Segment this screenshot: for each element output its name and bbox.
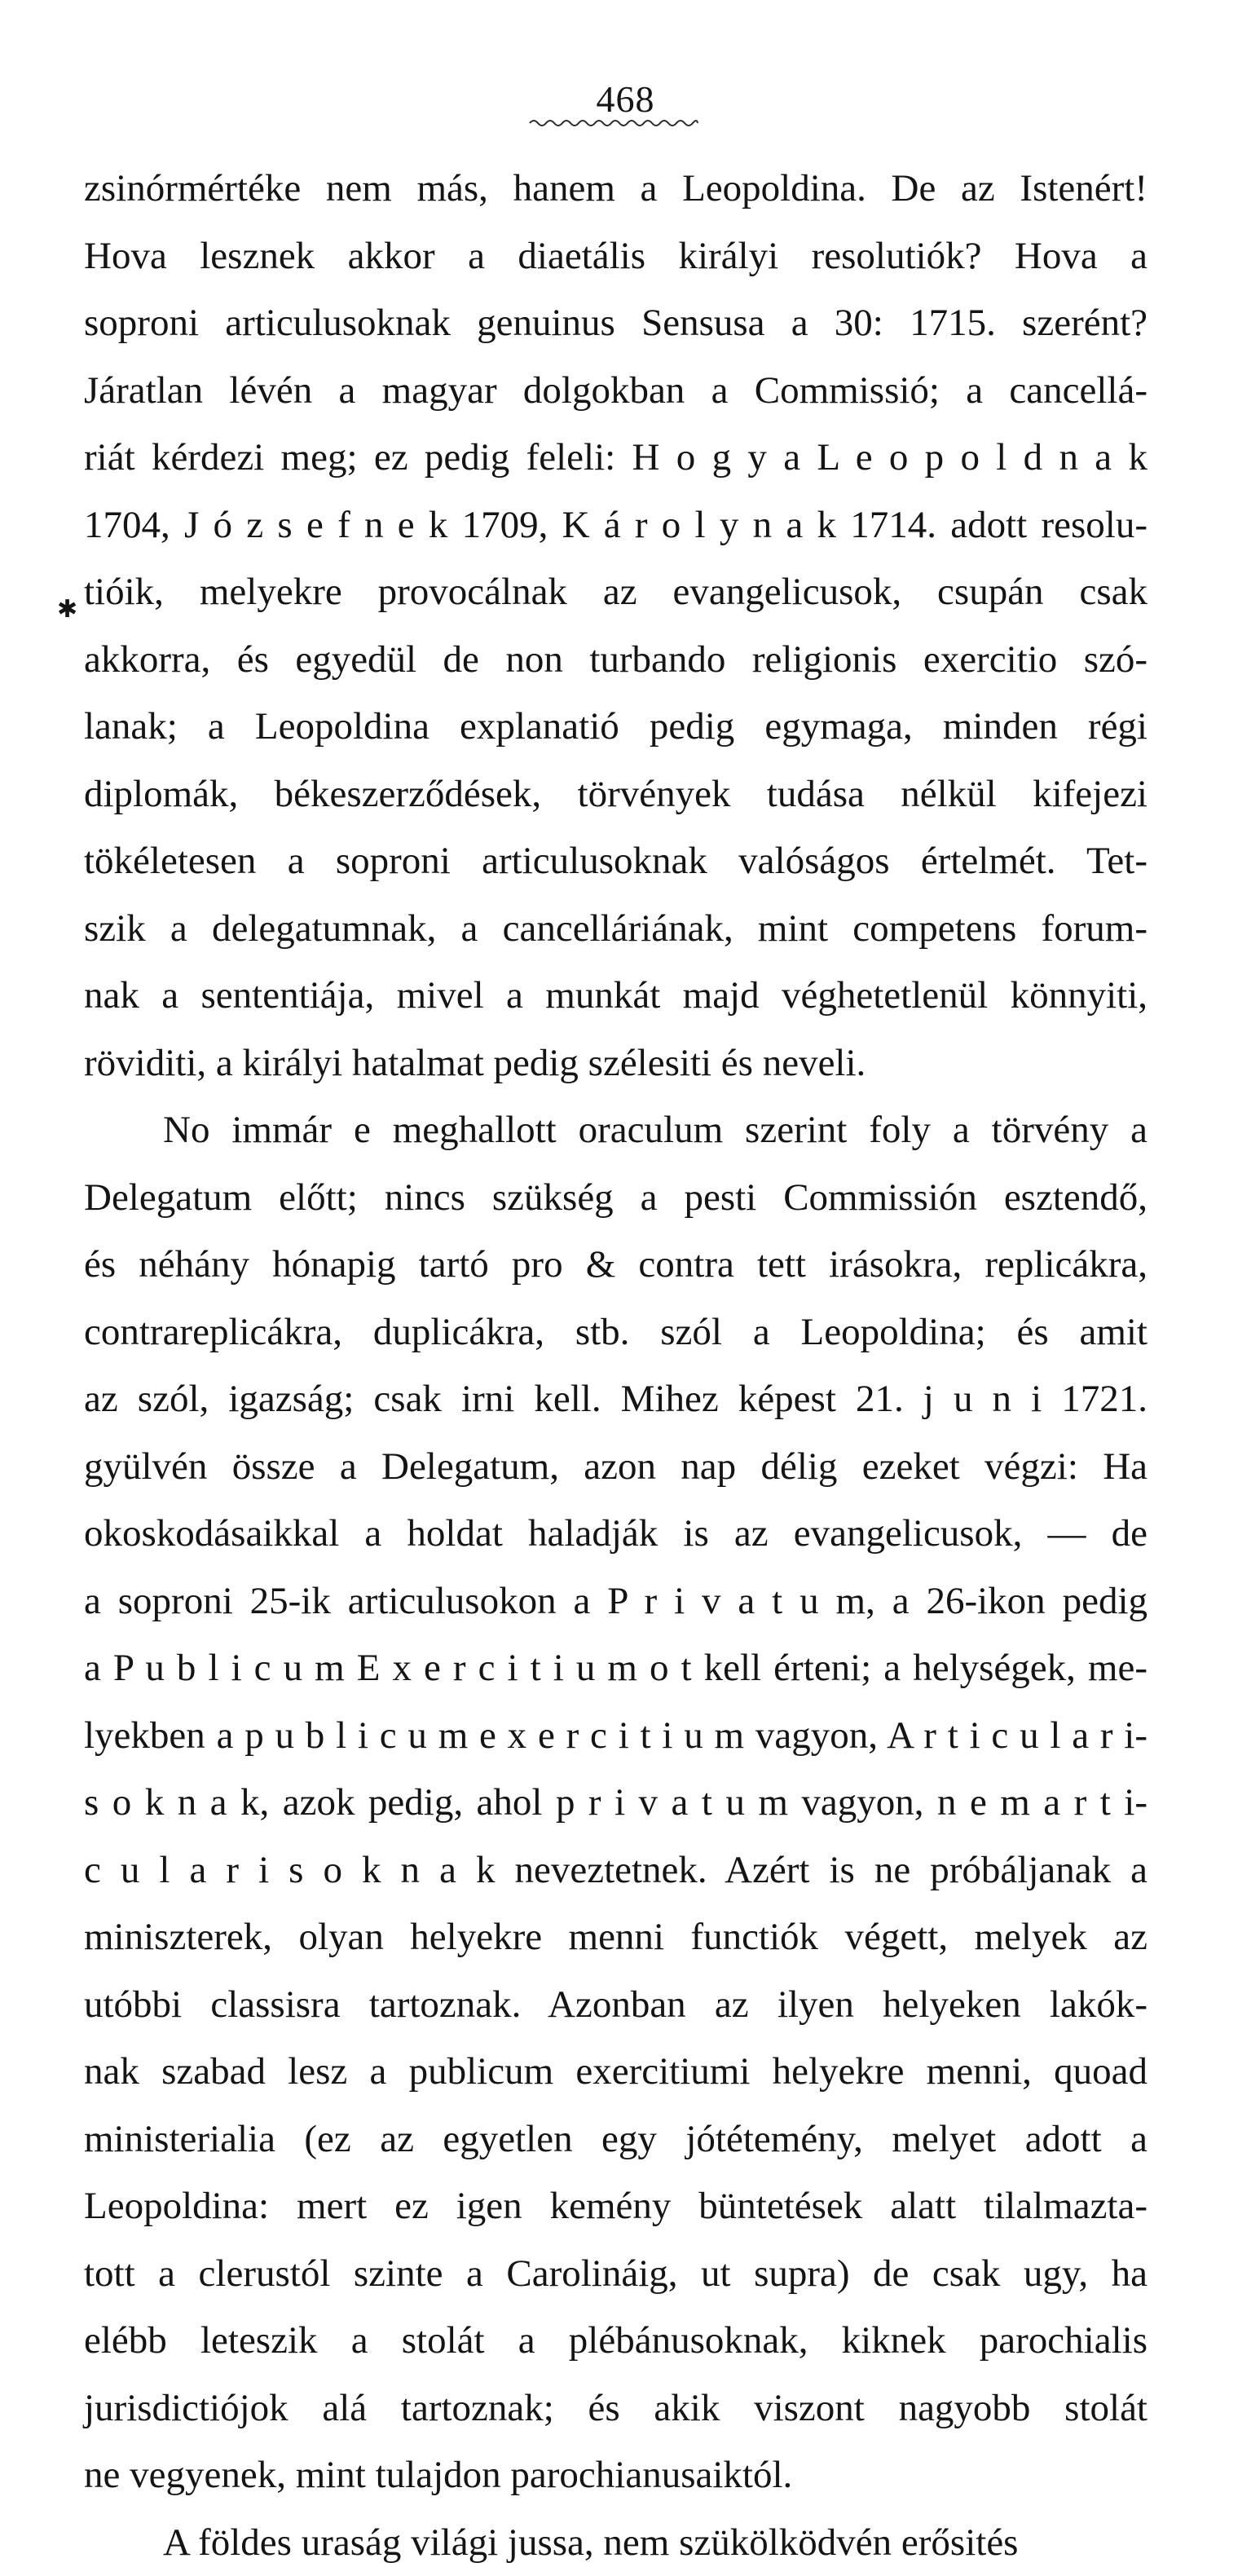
paragraph-end-line: röviditi, a királyi hatalmat pedig szélesiti és neveli.	[84, 1030, 1147, 1097]
text-line: c u l a r i s o k n a k neveztetnek. Azért is ne próbáljanak a	[84, 1837, 1147, 1904]
text-line: az szól, igazság; csak irni kell. Mihez képest 21. j u n i 1721.	[84, 1365, 1147, 1433]
text-line: s o k n a k, azok pedig, ahol p r i v a t u m vagyon, n e m a r t i-	[84, 1769, 1147, 1837]
text-line: nak a sententiája, mivel a munkát majd véghetetlenül könnyiti,	[84, 962, 1147, 1030]
text-line: Hova lesznek akkor a diaetális királyi resolutiók? Hova a	[84, 223, 1147, 290]
text-line: lyekben a p u b l i c u m e x e r c i t i u m vagyon, A r t i c u l a r i-	[84, 1702, 1147, 1770]
body-text	[84, 155, 1147, 2576]
text-line: akkorra, és egyedül de non turbando religionis exercitio szó-	[84, 626, 1147, 694]
text-line: okoskodásaikkal a holdat haladják is az evangelicusok, — de	[84, 1500, 1147, 1568]
text-line: a soproni 25-ik articulusokon a P r i v a t u m, a 26-ikon pedig	[84, 1568, 1147, 1635]
page-number: 468	[0, 75, 1251, 124]
margin-mark-icon: ✱	[57, 598, 77, 622]
text-line: Leopoldina: mert ez igen kemény büntetések alatt tilalmazta-	[84, 2172, 1147, 2240]
text-line: tökéletesen a soproni articulusoknak valóságos értelmét. Tet-	[84, 827, 1147, 895]
text-line: elébb leteszik a stolát a plébánusoknak, kiknek parochialis	[84, 2307, 1147, 2375]
text-line: miniszterek, olyan helyekre menni functiók végett, melyek az	[84, 1903, 1147, 1971]
text-line: diplomák, békeszerződések, törvények tudása nélkül kifejezi	[84, 761, 1147, 828]
text-line: Járatlan lévén a magyar dolgokban a Commissió; a cancellá-	[84, 357, 1147, 425]
text-line: szik a delegatumnak, a cancelláriának, mint competens forum-	[84, 895, 1147, 963]
paragraph-start-line: A földes uraság világi jussa, nem szükölködvén erősités	[84, 2509, 1147, 2576]
text-line: 1704, J ó z s e f n e k 1709, K á r o l y n a k 1714. adott resolu-	[84, 492, 1147, 559]
text-line: contrareplicákra, duplicákra, stb. szól a Leopoldina; és amit	[84, 1299, 1147, 1366]
text-line: jurisdictiójok alá tartoznak; és akik viszont nagyobb stolát	[84, 2375, 1147, 2442]
text-line: soproni articulusoknak genuinus Sensusa a 30: 1715. szerént?	[84, 289, 1147, 357]
text-line: tióik, melyekre provocálnak az evangelicusok, csupán csak	[84, 558, 1147, 626]
text-line: nak szabad lesz a publicum exercitiumi helyekre menni, quoad	[84, 2038, 1147, 2106]
text-line: Delegatum előtt; nincs szükség a pesti Commissión esztendő,	[84, 1164, 1147, 1232]
text-line: ministerialia (ez az egyetlen egy jótétemény, melyet adott a	[84, 2106, 1147, 2173]
text-line: lanak; a Leopoldina explanatió pedig egymaga, minden régi	[84, 693, 1147, 761]
paragraph-end-line: ne vegyenek, mint tulajdon parochianusaiktól.	[84, 2441, 1147, 2509]
text-line: a P u b l i c u m E x e r c i t i u m o t kell érteni; a helységek, me-	[84, 1634, 1147, 1702]
text-line: tott a clerustól szinte a Carolináig, ut supra) de csak ugy, ha	[84, 2240, 1147, 2308]
paragraph-start-line: No immár e meghallott oraculum szerint foly a törvény a	[84, 1096, 1147, 1164]
text-line: riát kérdezi meg; ez pedig feleli: H o g y a L e o p o l d n a k	[84, 424, 1147, 492]
text-line: zsinórmértéke nem más, hanem a Leopoldina. De az Istenért!	[84, 155, 1147, 223]
wavy-rule-ornament	[528, 117, 699, 129]
text-line: és néhány hónapig tartó pro & contra tett irásokra, replicákra,	[84, 1231, 1147, 1299]
text-line: gyülvén össze a Delegatum, azon nap délig ezeket végzi: Ha	[84, 1433, 1147, 1501]
text-line: utóbbi classisra tartoznak. Azonban az ilyen helyeken lakók-	[84, 1971, 1147, 2039]
